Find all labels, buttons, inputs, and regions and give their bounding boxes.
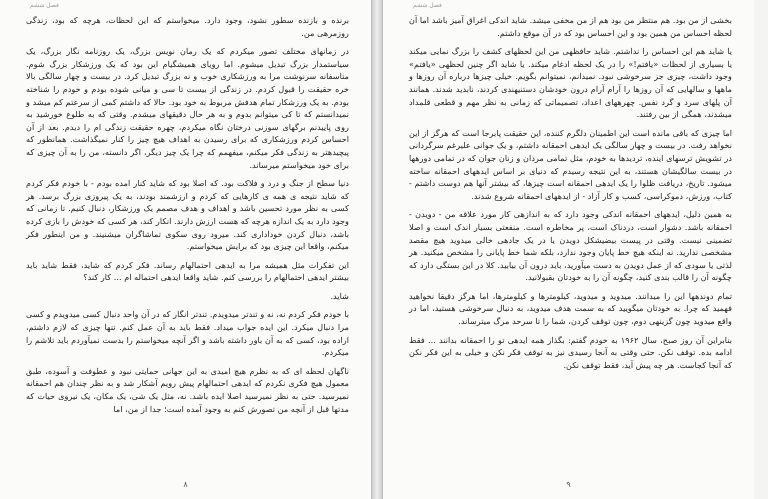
left-paragraph-3: دنیا سطح از جنگ و درد و فلاکت بود. که اصلا بود که شاید کنار امده بودم - با خودم فکر کردم که شاید نتیجه ی همه ی کارهایی که کردم و ارزشمند بودند، به یک پیروزی بزرگ برسد. هر کسی به نظر مورد تحسین باشد و اهداف و هدف مصمم یک ورزشکار، دنبال کنیم. تا زمانی که وجود دارد به یک اندازه هرچه که هست ارزش دارند. انکار کند، هر کسی که خودش را بازی کرده باشد، دنبال کردن خوداداری کند. میرود روی سکوی تماشاگران میشنیند. و من اینطور فکر میکنم، واقعا این چیزی بود که برایش میخواستم.: [26, 178, 349, 252]
right-paragraph-3: اما چیزی که باقی مانده است این اطمینان دلگرم کننده، این حقیقت پابرجا است که هرگز از این نخواهد رفت. در بیست و چهار سالگی یک ایدهی احمقانه داشتم، و یک جوانی علیرغم سرگردانی در تشویش ترسهای اینده، تردیدها به خودم، مثل تمامی مردان و زنان جوان که در تمامی دورهها در بیست سالگیشان هستند، به این نتیجه رسیدم که دنیای بر اساس ایدههای احمقانه ساخته میشود. تاریخ، دریافت ظلوا را یک ایدهی احمقانه است چیزها، که بیشتر آنها هم دوست داشتم - کتاب، ورزش، دموکراسی، کسب و کار آزاد - از ایدههای احمقانه شروع شدند.: [409, 127, 732, 201]
left-page-number: ۸: [183, 480, 188, 489]
right-running-head: فصل ششم: [413, 2, 442, 9]
right-paragraph-2: یا شاید هم این احساس را نداشتم. شاید حافظهی من این لحظهای کشف را بزرگ نمایی میکند یا بسیاری از لحظات «یافتم!» را در یک لحظه ادغام میکند. یا شاید اگر چنین لحظهی «یافتم» وجود داشت، چیزی جز سرخوشی نبود. نمیدانم، نمیتوانم بگویم. خیلی چیزها درباره آن روزها و ماهها و سالهایی که آن روزها را آرام آرام درون خودشان دستنیهندی کردند، نابدید شدند. همانند آن پلهای سرد و گرد نفس. چهرههای اعداد، تصمیماتی که زمانی به نظر مهم و قطعی قلمداد میشدند، همگی از بین رفتند.: [409, 46, 732, 120]
left-page: [0, 0, 372, 499]
left-paragraph-4: این تفکرات مثل همیشه مرا به ایدهی احتمالهام رساند. فکر کردم که شاید، فقط شاید باید بیشتر ایدهی احتمالهام را بررسی کنم. شاید واقعا ایدهی احتماله ام ... کار کند؟: [26, 259, 349, 283]
book-gutter: [372, 0, 382, 499]
left-paragraph-6: با خودم فکر کردم نه، نه و تندتر میدویدم. تندتر انگار که در آن واحد دنبال کسی میدویدم و کسی مرا دنبال میکرد. این ایده جواب میداد. فقط باید به آن عمل کنم. تنها چیزی که لازم داشتم، اراده بود، کسی که به آن باور داشته باشد و اگر آنچه میخواستم را بدست نمیآوردم باید تلاشم را میکردم.: [26, 309, 349, 358]
right-paragraph-1: بخشی از من بود. هم منتظر من بود هم از من مخفی میشد. شاید اندکی اغراق آمیز باشد اما آن لحظه احساس من همین بود و این احساس بود که در آن موقع داشتم.: [409, 15, 732, 38]
right-page-number: ۹: [566, 480, 571, 489]
left-paragraph-7: ناگهان لحظه ای که به نظرم هیچ امیدی به این جهانی حمایتی نبود و عطوفت و آسوده، طبق معمول هیچ فکری نکردم که ایدهی احتمالهام پیش رویم آشکار شد و به نظر چندان هم احمقانه نمیرسید. حتی به نظر نمیرسید اصلا ایده باشد. نه، مثل یک شی، یک مکان، یک نیروی حیات که مدتها قبل از آنچه من تصورش کنم به وجود آمده است؛ جدا از من، اما: [26, 365, 349, 414]
left-running-head: فصل ششم: [30, 2, 59, 9]
right-paragraph-5: تمام دوندهها این را میدانند. میدوید و میدوید، کیلومترها و کیلومترها، اما هرگز دقیقا نخواهید فهمید که چرا. به خودتان میگویید که به سمت هدف میدوید، به دنبال سرخوشی هستید، اما در واقع میدوید چون گزینهی دوم، چون توقف کردن، شما را تا سرحد مرگ میترساند.: [409, 290, 732, 327]
right-paragraph-4: به همین دلیل، ایدههای احمقانه اندکی وجود دارد که به اندازهی کار مورد علاقه من - دویدن - احمقانه باشد. دشوار است، دردناک است، پر مخاطره است. منفعتی بسیار اندک است و اصلا تضمینی نیست. وقتی در پیست بیضیشکل دویدن یا در یک جادهی خالی میدوید هیچ مقصد مشخصی ندارید. نه اینکه هیچ خط پایان وجود ندارد، بلکه شما خط پایانی را مشخص میکنید. هر لذتی یا سودی که از عمل دویدن به دست میآورید، باید درون آن بیابید. کلا در این بستگی دارد که چگونه آن را قالب بندی کنید، چگونه آن را به خودتان بقبولانید.: [409, 209, 732, 283]
right-paragraph-6: بنابراین آن روز صبح، سال ۱۹۶۲ به خودم گفتم: بگذار همه ایدهی تو را احمقانه بدانند ... فقط ادامه بده. توقف نکن. حتی وقتی به آنجا رسیدی نیز به توقف فکر نکن و خیلی به این فکر نکن که آنجا کجاست. هر چه پیش آید، فقط توقف نکن.: [409, 334, 732, 370]
left-paragraph-5: شاید.: [330, 290, 349, 301]
left-paragraph-1: برنده و بازنده سطور نشود، وجود دارد. میخواستم که این لحظات، هرچه که بود، زندگی روزمرهی من.: [26, 15, 349, 38]
left-paragraph-2: در زمانهای مختلف تصور میکردم که یک رمان نویس بزرگ، یک روزنامه نگار بزرگ، یک سیاستمدار بزرگ تبدیل میشوم. اما رویای همیشگیام این بود که یک ورزشکار بزرگ شوم. متاسفانه سرنوشت مرا به ورزشکاری خوب و نه بزرگ تبدیل کرد. در بیست و چهار سالگی بالا خره حقیقت را قبول کردم. در زندگی از بیست تا سی و میانی شوده بودم و خودم را شناخته بودم. به یک ورزشکار تمام هدفش مربوط به خود بود. حالا که داشتم کمی از سرعتم کم میشد و نمیدانستم که تا کی میتوانم بدوم و به هر حال دقیقهای میشدم. وقتی که به طلوع خورشید به روی پاییدنم برگهای سوزنی درختان نگاه میکردم، چهره حقیقت زندگی ام را دیدم. بعد از آن احساس کردم ورزشکاری که برای رسیدن به اهداف هیچ چیز را کنار نمیگذاشت. همانطور که پیچیدهتر به زندگی فکر میکنم، میفهمم که چرا یک چیز دیگر، اگر دانسته، من را به آن چیزی که برای خود میخواستم میرساند.: [26, 46, 349, 170]
right-page: [382, 0, 754, 499]
